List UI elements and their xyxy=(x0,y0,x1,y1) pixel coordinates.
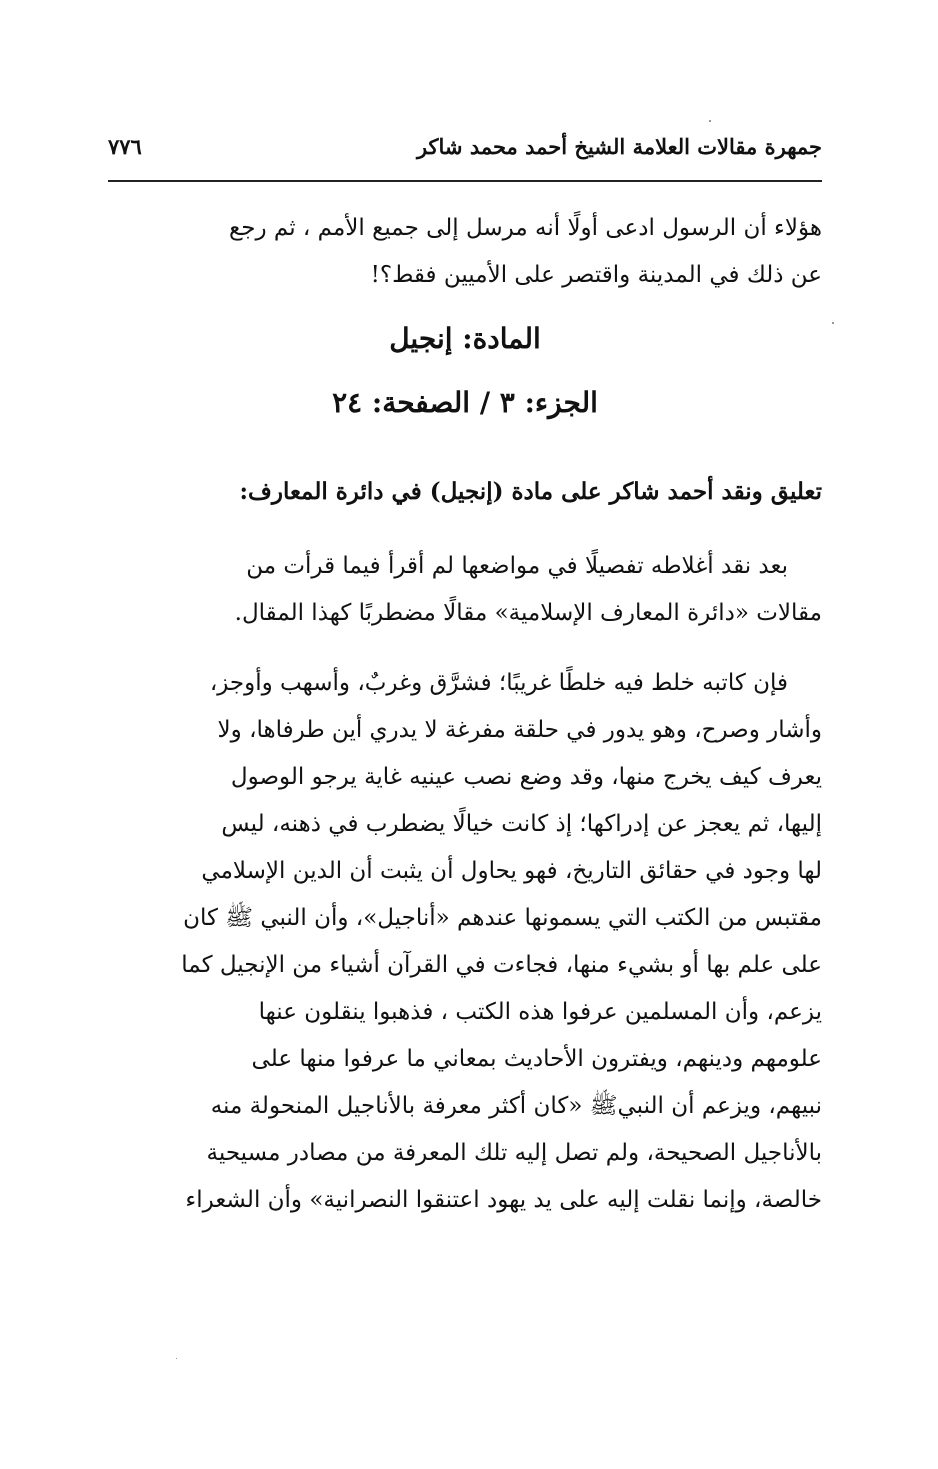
text-line: نبيهم، ويزعم أن النبيﷺ «كان أكثر معرفة بالأناجيل المنحولة منه xyxy=(210,1093,822,1119)
page-header xyxy=(108,128,822,176)
page-number: ٧٧٦ xyxy=(108,134,142,159)
scan-speck xyxy=(709,120,711,122)
text-line: لها وجود في حقائق التاريخ، فهو يحاول أن يثبت أن الدين الإسلامي xyxy=(201,858,822,884)
paragraph-3 xyxy=(108,660,822,1224)
volume-page-reference: الجزء: ٣ / الصفحة: ٢٤ xyxy=(332,386,598,419)
running-title: جمهرة مقالات العلامة الشيخ أحمد محمد شاكر xyxy=(416,134,822,159)
text-line: مقتبس من الكتب التي يسمونها عندهم «أناجيل»، وأن النبي ﷺ كان xyxy=(183,905,822,931)
paragraph-2 xyxy=(108,543,822,637)
text-line: على علم بها أو بشيء منها، فجاءت في القرآن أشياء من الإنجيل كما xyxy=(181,952,822,978)
section-title: تعليق ونقد أحمد شاكر على مادة (إنجيل) في دائرة المعارف: xyxy=(239,478,822,505)
text-line: يعرف كيف يخرج منها، وقد وضع نصب عينيه غاية يرجو الوصول xyxy=(230,764,822,790)
text-line: إليها، ثم يعجز عن إدراكها؛ إذ كانت خيالًا يضطرب في ذهنه، ليس xyxy=(221,811,822,837)
text-line: هؤلاء أن الرسول ادعى أولًا أنه مرسل إلى جميع الأمم ، ثم رجع xyxy=(229,215,822,241)
text-line: خالصة، وإنما نقلت إليه على يد يهود اعتنقوا النصرانية» وأن الشعراء xyxy=(185,1187,822,1213)
text-line: بعد نقد أغلاطه تفصيلًا في مواضعها لم أقرأ فيما قرأت من xyxy=(246,553,788,579)
text-line: فإن كاتبه خلط فيه خلطًا غريبًا؛ فشرَّق وغربٌ، وأسهب وأوجز، xyxy=(209,670,788,696)
scan-speck xyxy=(176,1358,177,1359)
intro-paragraph xyxy=(108,205,822,299)
text-line: وأشار وصرح، وهو يدور في حلقة مفرغة لا يدري أين طرفاها، ولا xyxy=(217,717,822,743)
text-line: يزعم، وأن المسلمين عرفوا هذه الكتب ، فذهبوا ينقلون عنها xyxy=(258,999,822,1025)
header-rule xyxy=(108,180,822,182)
text-line: مقالات «دائرة المعارف الإسلامية» مقالًا مضطربًا كهذا المقال. xyxy=(234,600,822,626)
scan-speck xyxy=(832,322,834,324)
text-line: عن ذلك في المدينة واقتصر على الأميين فقط؟! xyxy=(370,262,822,288)
article-heading: المادة: إنجيل xyxy=(389,322,541,355)
text-line: علومهم ودينهم، ويفترون الأحاديث بمعاني ما عرفوا منها على xyxy=(251,1046,822,1072)
text-line: بالأناجيل الصحيحة، ولم تصل إليه تلك المعرفة من مصادر مسيحية xyxy=(206,1140,822,1166)
